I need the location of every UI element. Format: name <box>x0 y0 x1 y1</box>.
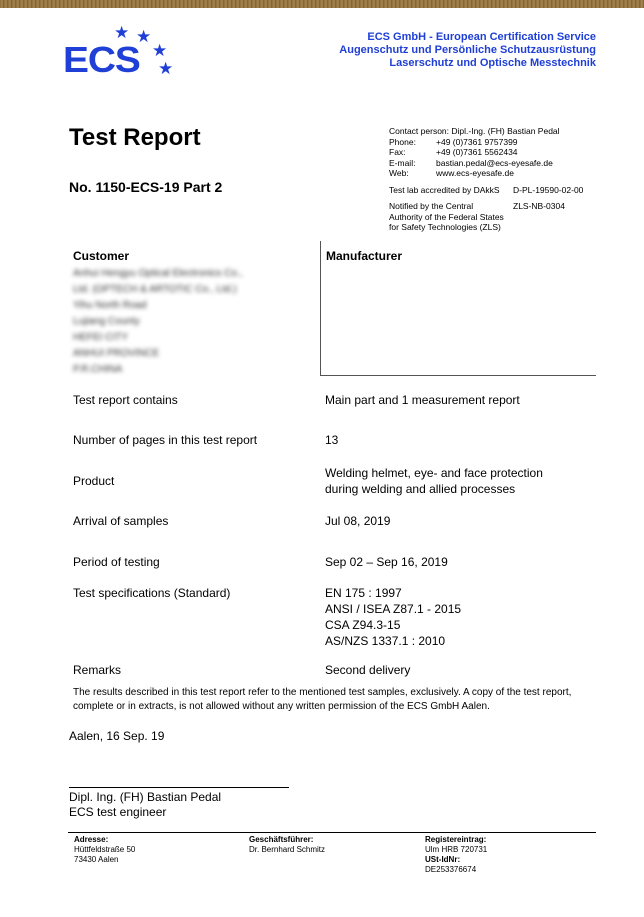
ceo-name: Dr. Bernhard Schmitz <box>249 845 326 854</box>
fax-label: Fax: <box>389 147 406 157</box>
contact-block <box>389 126 583 233</box>
phone-value: +49 (0)7361 9757399 <box>436 136 518 147</box>
signer-block <box>69 790 221 820</box>
customer-line: Ltd. (OPTECH & ARTOTIC Co., Ltd.) <box>73 284 237 295</box>
logo-star-icon: ★ <box>152 41 168 60</box>
pages-label: Number of pages in this test report <box>73 433 258 447</box>
logo-star-icon: ★ <box>158 59 174 78</box>
remarks-value: Second delivery <box>325 663 411 677</box>
notified-line: for Safety Technologies (ZLS) <box>389 222 501 232</box>
company-header <box>339 31 596 70</box>
party-bottom-rule <box>320 375 596 376</box>
ecs-logo <box>60 20 180 80</box>
company-field-1: Augenschutz und Persönliche Schutzausrüstung <box>339 44 596 56</box>
page-title: Test Report <box>69 124 201 151</box>
contains-label: Test report contains <box>73 393 178 407</box>
vat-value: DE253376674 <box>425 865 477 874</box>
customer-line: Anhui Hengyu Optical Electronics Co., <box>73 268 243 279</box>
registration-value: Ulm HRB 720731 <box>425 845 488 854</box>
phone-label: Phone: <box>389 136 416 147</box>
customer-line: ANHUI PROVINCE <box>73 348 160 359</box>
customer-heading: Customer <box>73 249 130 263</box>
spec-values <box>325 585 461 649</box>
signature-line <box>69 787 289 788</box>
party-divider <box>320 241 321 376</box>
fax-value: +49 (0)7361 5562434 <box>436 147 518 157</box>
customer-address <box>73 266 243 378</box>
product-label: Product <box>73 474 115 488</box>
customer-line: Lujiang County <box>73 316 140 327</box>
logo-wordmark: ECS <box>63 39 140 80</box>
place-date: Aalen, 16 Sep. 19 <box>69 729 165 743</box>
vat-heading: USt-IdNr: <box>425 855 461 864</box>
notified-value: ZLS-NB-0304 <box>513 201 565 211</box>
contact-person: Contact person: Dipl.-Ing. (FH) Bastian Pedal <box>389 126 560 136</box>
logo-star-icon: ★ <box>136 27 152 46</box>
company-field-2: Laserschutz und Optische Messtechnik <box>389 57 596 69</box>
spec-item: ANSI / ISEA Z87.1 - 2015 <box>325 602 462 616</box>
customer-line: P.R.CHINA <box>73 364 123 375</box>
spec-label: Test specifications (Standard) <box>73 586 231 600</box>
report-number: No. 1150-ECS-19 Part 2 <box>69 179 223 195</box>
footer-address <box>74 835 135 865</box>
accreditation-label: Test lab accredited by DAkkS <box>389 184 500 195</box>
email-label: E-mail: <box>389 157 416 168</box>
period-value: Sep 02 – Sep 16, 2019 <box>325 555 448 569</box>
arrival-value: Jul 08, 2019 <box>325 514 391 528</box>
footer-registration <box>425 835 487 875</box>
registration-heading: Registereintrag: <box>425 835 487 844</box>
spec-item: CSA Z94.3-15 <box>325 618 401 632</box>
address-city: 73430 Aalen <box>74 855 119 864</box>
remarks-label: Remarks <box>73 663 122 677</box>
contains-value: Main part and 1 measurement report <box>325 393 520 407</box>
signer-name: Dipl. Ing. (FH) Bastian Pedal <box>69 790 222 804</box>
footer-management <box>249 835 325 855</box>
company-name: ECS GmbH - European Certification Service <box>367 31 596 43</box>
top-decorative-bar <box>0 0 644 8</box>
pages-value: 13 <box>325 433 339 447</box>
customer-line: HEFEI CITY <box>73 332 129 343</box>
web-label: Web: <box>389 168 409 178</box>
period-label: Period of testing <box>73 555 160 569</box>
footer-rule <box>68 832 596 833</box>
notified-line: Authority of the Federal States <box>389 211 504 222</box>
arrival-label: Arrival of samples <box>73 514 169 528</box>
product-line: during welding and allied processes <box>325 482 516 496</box>
notified-line: Notified by the Central <box>389 201 474 211</box>
address-heading: Adresse: <box>74 835 109 844</box>
spec-item: AS/NZS 1337.1 : 2010 <box>325 634 446 648</box>
spec-item: EN 175 : 1997 <box>325 586 402 600</box>
address-street: Hüttfeldstraße 50 <box>74 845 136 854</box>
product-value <box>325 465 543 497</box>
web-value: www.ecs-eyesafe.de <box>436 168 514 178</box>
disclaimer-text: The results described in this test report refer to the mentioned test samples, exclusively. A copy of the test report, complete or in extracts, is not allowed without any written permission of the ECS GmbH Aalen. <box>73 687 572 712</box>
manufacturer-heading: Manufacturer <box>326 249 403 263</box>
signer-role: ECS test engineer <box>69 805 167 819</box>
logo-star-icon: ★ <box>114 23 130 42</box>
customer-line: Yihu North Road <box>73 300 147 311</box>
accreditation-value: D-PL-19590-02-00 <box>513 184 584 195</box>
ceo-heading: Geschäftsführer: <box>249 835 314 844</box>
email-value: bastian.pedal@ecs-eyesafe.de <box>436 157 553 168</box>
product-line: Welding helmet, eye- and face protection <box>325 466 543 480</box>
